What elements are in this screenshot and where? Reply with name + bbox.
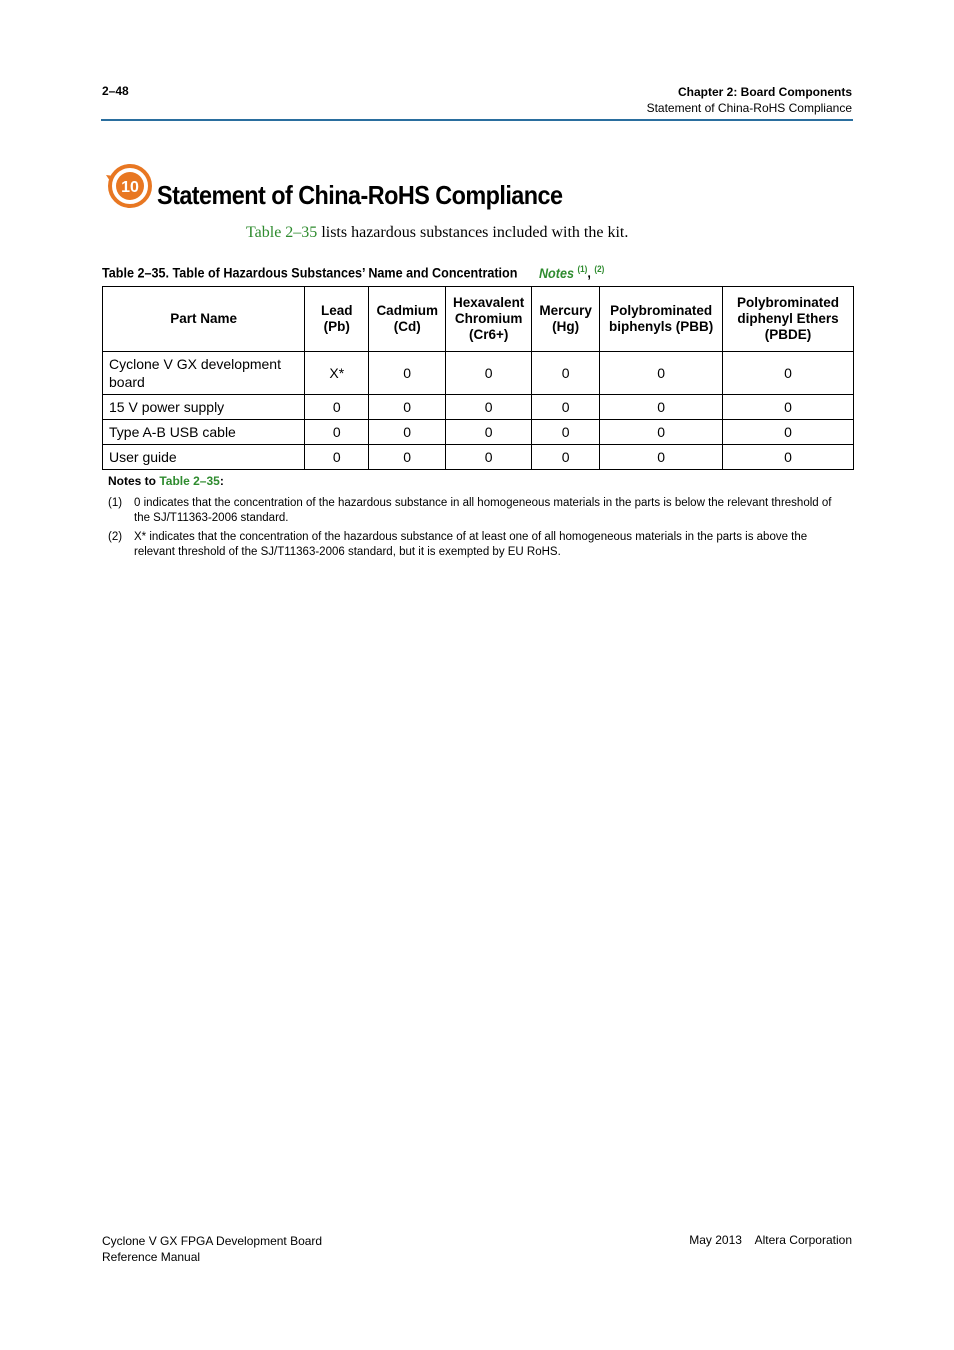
note-text: 0 indicates that the concentration of the hazardous substance in all homogeneous materials in the parts is below the relevant threshold of the SJ/T11363-2006 standard. [134, 497, 832, 524]
column-header [446, 287, 532, 352]
table-body [103, 352, 854, 470]
substance-cell: 0 [369, 420, 446, 445]
substance-cell: 0 [369, 395, 446, 420]
footer-line-1: Cyclone V GX FPGA Development Board [102, 1234, 323, 1248]
note-ref-separator: , [587, 264, 591, 281]
column-header-line: Hexavalent [453, 295, 525, 310]
note-number: (2) [108, 531, 123, 543]
note-ref-2[interactable]: (2) [594, 264, 605, 274]
substance-cell: 0 [723, 395, 854, 420]
substance-cell: 0 [369, 445, 446, 470]
icon-label: 10 [121, 179, 139, 196]
substance-cell: 0 [305, 395, 369, 420]
part-name-cell: User guide [103, 445, 305, 470]
column-header-line: Cadmium [376, 303, 438, 318]
substance-cell: 0 [532, 445, 600, 470]
table-row [103, 445, 854, 470]
column-header-line: Lead [321, 303, 353, 318]
column-header [532, 287, 600, 352]
substance-cell: 0 [446, 395, 532, 420]
substance-cell: 0 [532, 352, 600, 395]
part-name-cell: Cyclone V GX development board [103, 352, 305, 395]
part-name-cell: Type A-B USB cable [103, 420, 305, 445]
substance-cell: 0 [600, 395, 723, 420]
note-item [108, 496, 848, 526]
substance-cell: 0 [600, 352, 723, 395]
notes-title [108, 474, 224, 488]
notes-title-suffix: : [219, 474, 224, 488]
column-header [103, 287, 305, 352]
column-header [305, 287, 369, 352]
running-header [647, 84, 852, 116]
header-rule [101, 119, 853, 121]
substance-cell: 0 [305, 445, 369, 470]
chapter-title: Chapter 2: Board Components [677, 85, 852, 99]
column-header-line: Mercury [539, 303, 592, 318]
column-header-line: (Cr6+) [468, 327, 509, 342]
footer-document-title [102, 1233, 322, 1265]
section-heading: Statement of China-RoHS Compliance [157, 180, 563, 210]
substance-cell: 0 [532, 395, 600, 420]
substance-cell: 0 [600, 420, 723, 445]
column-header-line: (Cd) [393, 319, 421, 334]
table-row [103, 352, 854, 395]
note-text: X* indicates that the concentration of the hazardous substance of at least one of all homogeneous materials in the parts is above the relevant threshold of the SJ/T11363-2006 standard, but it is exempted by EU RoHS. [134, 531, 808, 558]
substance-cell: 0 [446, 445, 532, 470]
footer-line-2: Reference Manual [102, 1250, 201, 1264]
column-header [723, 287, 854, 352]
note-ref-1[interactable]: (1) [577, 264, 588, 274]
substance-cell: 0 [446, 352, 532, 395]
substance-cell: 0 [446, 420, 532, 445]
notes-title-prefix: Notes to [108, 474, 160, 488]
substance-cell: 0 [532, 420, 600, 445]
table-caption [102, 264, 604, 281]
notes-label: Notes [538, 264, 574, 281]
substance-cell: 0 [305, 420, 369, 445]
column-header-line: biphenyls (PBB) [608, 319, 714, 334]
substance-cell: 0 [723, 445, 854, 470]
column-header-line: diphenyl Ethers [737, 311, 839, 326]
table-header-row [103, 287, 854, 352]
column-header-line: Part Name [170, 311, 238, 326]
notes-title-link[interactable]: Table 2–35 [159, 474, 220, 488]
substance-cell: 0 [600, 445, 723, 470]
intro-paragraph [246, 224, 628, 242]
column-header [369, 287, 446, 352]
table-row [103, 420, 854, 445]
table-caption-text: Table 2–35. Table of Hazardous Substances’ Name and Concentration [102, 264, 518, 281]
table-link[interactable]: Table 2–35 [246, 224, 318, 241]
china-rohs-10-icon [105, 161, 155, 209]
substance-cell: X* [305, 352, 369, 395]
column-header-line: (Hg) [552, 319, 580, 334]
section-title: Statement of China-RoHS Compliance [646, 101, 852, 115]
substance-cell: 0 [723, 420, 854, 445]
column-header-line: Polybrominated [610, 303, 713, 318]
substance-cell: 0 [723, 352, 854, 395]
column-header-line: (PBDE) [764, 327, 812, 342]
hazardous-substances-table [102, 286, 854, 470]
footer-date-company: May 2013 Altera Corporation [689, 1233, 852, 1247]
note-number: (1) [108, 497, 123, 509]
substance-cell: 0 [369, 352, 446, 395]
table-row [103, 395, 854, 420]
note-item [108, 530, 848, 560]
column-header [600, 287, 723, 352]
part-name-cell: 15 V power supply [103, 395, 305, 420]
column-header-line: Chromium [454, 311, 523, 326]
column-header-line: (Pb) [323, 319, 350, 334]
column-header-line: Polybrominated [737, 295, 840, 310]
page-number: 2–48 [102, 84, 129, 98]
intro-text: lists hazardous substances included with the kit. [317, 224, 629, 241]
